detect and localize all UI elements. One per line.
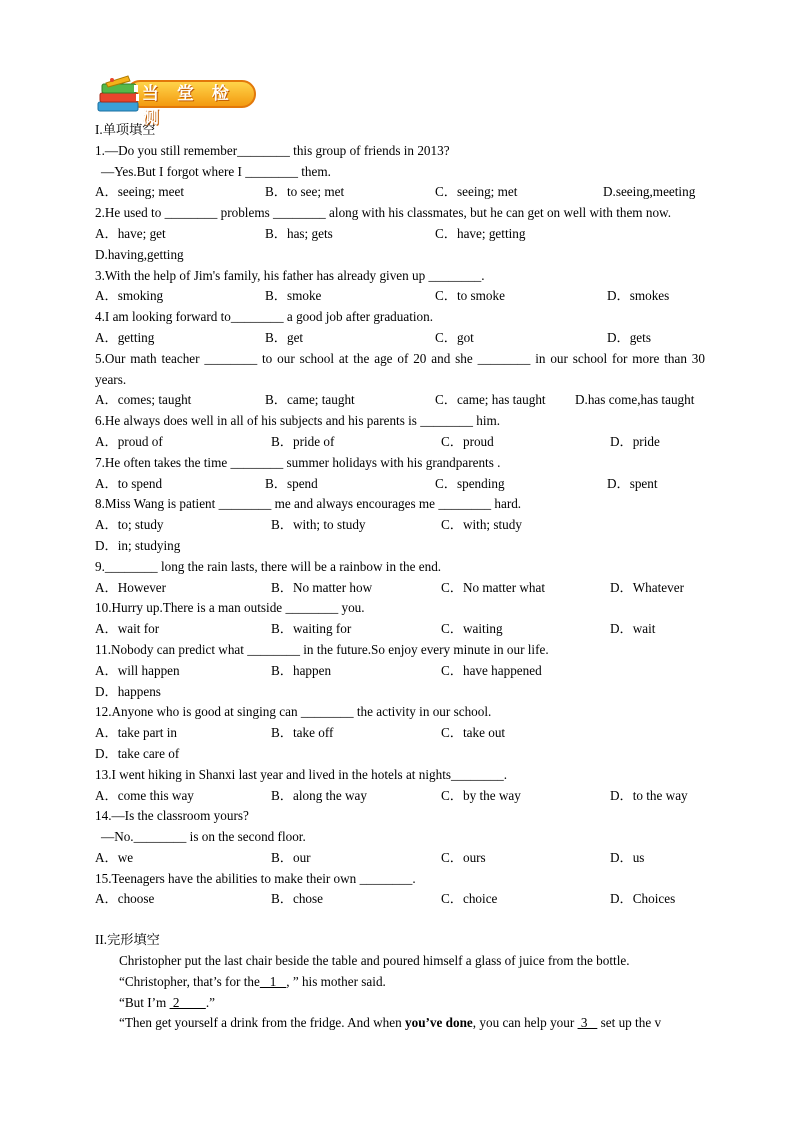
cloze-text: , ” his mother said. xyxy=(286,973,386,989)
option-d: D．pride xyxy=(610,433,660,449)
cloze-text: “Then get yourself a drink from the fridge. And when xyxy=(119,1015,406,1031)
question-text: 3.With the help of Jim's family, his father has already given up ________. xyxy=(95,267,485,283)
option-d: D．gets xyxy=(607,329,651,345)
option-d: D.has come,has taught xyxy=(575,392,695,408)
cloze-paragraph-1: Christopher put the last chair beside the table and poured himself a glass of juice from the bottle. xyxy=(119,953,630,969)
option-c: C．No matter what xyxy=(441,579,546,595)
option-b: B．smoke xyxy=(265,288,322,304)
answer-options xyxy=(95,578,705,599)
option-b: B．get xyxy=(265,329,304,345)
option-b: B．take off xyxy=(271,725,334,741)
option-d: D．take care of xyxy=(95,745,180,761)
option-b: B．spend xyxy=(265,475,318,491)
option-c: C．by the way xyxy=(441,787,521,803)
answer-option-wrapped xyxy=(95,744,705,765)
answer-options xyxy=(95,224,705,245)
cloze-paragraph-3 xyxy=(95,993,705,1014)
option-b: B．came; taught xyxy=(265,392,355,408)
option-d: D．spent xyxy=(607,475,658,491)
option-a: A．seeing; meet xyxy=(95,184,184,200)
question-text: 10.Hurry up.There is a man outside ________ you. xyxy=(95,600,365,616)
option-b: B．No matter how xyxy=(271,579,373,595)
question-text: 11.Nobody can predict what ________ in the future.So enjoy every minute in our life. xyxy=(95,641,549,657)
option-a: A．proud of xyxy=(95,433,163,449)
answer-options xyxy=(95,182,705,203)
question-list xyxy=(95,141,705,910)
question-text: 4.I am looking forward to________ a good job after graduation. xyxy=(95,309,434,325)
option-a: A．smoking xyxy=(95,288,164,304)
cloze-text: , you can help your xyxy=(472,1015,578,1031)
option-a: A．come this way xyxy=(95,787,194,803)
cloze-blank-3: 3 xyxy=(577,1015,598,1031)
question-text: 13.I went hiking in Shanxi last year and lived in the hotels at nights________. xyxy=(95,766,508,782)
option-b: B．waiting for xyxy=(271,621,352,637)
option-b: B．along the way xyxy=(271,787,367,803)
cloze-text: set up the v xyxy=(597,1015,662,1031)
question-text: 5.Our math teacher ________ to our school at the age of 20 and she ________ in our school for more than 30 years. xyxy=(95,350,705,387)
option-d: D．Choices xyxy=(610,891,676,907)
option-c: C．take out xyxy=(441,725,506,741)
answer-options xyxy=(95,661,705,682)
question-text: 12.Anyone who is good at singing can ________ the activity in our school. xyxy=(95,704,492,720)
cloze-blank-1: 1 xyxy=(259,973,287,989)
cloze-blank-2: 2 xyxy=(169,994,206,1010)
question-text: 8.Miss Wang is patient ________ me and always encourages me ________ hard. xyxy=(95,496,522,512)
option-a: A．we xyxy=(95,849,134,865)
question-text: —Yes.But I forgot where I ________ them. xyxy=(101,163,331,179)
option-b: B．happen xyxy=(271,662,332,678)
answer-options xyxy=(95,619,705,640)
option-a: A．will happen xyxy=(95,662,180,678)
option-a: A．choose xyxy=(95,891,155,907)
option-c: C．got xyxy=(435,329,474,345)
question-text: 9.________ long the rain lasts, there will be a rainbow in the end. xyxy=(95,558,442,574)
cloze-bold-text: you’ve done xyxy=(405,1015,473,1031)
option-a: A．wait for xyxy=(95,621,160,637)
answer-options xyxy=(95,390,705,411)
option-d: D．us xyxy=(610,849,645,865)
answer-options xyxy=(95,474,705,495)
question-text: 14.—Is the classroom yours? xyxy=(95,808,249,824)
answer-option-wrapped xyxy=(95,245,705,266)
option-d: D．wait xyxy=(610,621,656,637)
answer-options xyxy=(95,786,705,807)
option-b: B．our xyxy=(271,849,311,865)
option-a: A．getting xyxy=(95,329,155,345)
option-d: D．to the way xyxy=(610,787,688,803)
section-title-cloze: II.完形填空 xyxy=(95,932,160,948)
question-text: 7.He often takes the time ________ summer holidays with his grandparents . xyxy=(95,454,501,470)
answer-options xyxy=(95,723,705,744)
section-title-single-choice: I.单项填空 xyxy=(95,122,156,137)
option-d: D．Whatever xyxy=(610,579,684,595)
option-a: A．to spend xyxy=(95,475,163,491)
option-c: C．spending xyxy=(435,475,505,491)
exercise-content xyxy=(95,120,705,1034)
question-text: 2.He used to ________ problems ________ along with his classmates, but he can get on well with them now. xyxy=(95,205,672,221)
option-c: C．ours xyxy=(441,849,486,865)
answer-option-wrapped xyxy=(95,682,705,703)
option-d: D．happens xyxy=(95,683,161,699)
option-d: D.having,getting xyxy=(95,246,184,262)
option-b: B．with; to study xyxy=(271,517,366,533)
option-a: A．to; study xyxy=(95,517,164,533)
answer-option-wrapped xyxy=(95,536,705,557)
answer-options xyxy=(95,432,705,453)
section-badge xyxy=(96,74,266,128)
cloze-paragraph-4 xyxy=(95,1013,705,1034)
option-c: C．have happened xyxy=(441,662,542,678)
option-a: A．have; get xyxy=(95,225,166,241)
answer-options xyxy=(95,515,705,536)
books-icon xyxy=(96,74,146,118)
option-d: D．smokes xyxy=(607,288,670,304)
option-a: A．comes; taught xyxy=(95,392,192,408)
cloze-text: “Christopher, that’s for the xyxy=(119,973,260,989)
question-text: —No.________ is on the second floor. xyxy=(101,829,306,845)
option-d: D．in; studying xyxy=(95,537,181,553)
option-c: C．choice xyxy=(441,891,498,907)
question-text: 15.Teenagers have the abilities to make their own ________. xyxy=(95,870,416,886)
option-c: C．with; study xyxy=(441,517,522,533)
option-c: C．seeing; met xyxy=(435,184,518,200)
option-c: C．waiting xyxy=(441,621,503,637)
option-c: C．to smoke xyxy=(435,288,505,304)
badge-title: 当 堂 检 测 xyxy=(142,84,235,128)
question-text: 6.He always does well in all of his subjects and his parents is ________ him. xyxy=(95,413,501,429)
answer-options xyxy=(95,889,705,910)
option-b: B．to see; met xyxy=(265,184,345,200)
cloze-paragraph-2 xyxy=(95,972,705,993)
option-b: B．chose xyxy=(271,891,324,907)
answer-options xyxy=(95,848,705,869)
option-d: D.seeing,meeting xyxy=(603,184,696,200)
option-b: B．has; gets xyxy=(265,225,333,241)
cloze-text: “But I’m xyxy=(119,994,170,1010)
option-b: B．pride of xyxy=(271,433,335,449)
answer-options xyxy=(95,286,705,307)
option-c: C．proud xyxy=(441,433,494,449)
cloze-text: .” xyxy=(205,994,215,1010)
question-text: 1.—Do you still remember________ this group of friends in 2013? xyxy=(95,142,450,158)
option-c: C．came; has taught xyxy=(435,392,546,408)
answer-options xyxy=(95,328,705,349)
option-c: C．have; getting xyxy=(435,225,526,241)
option-a: A．take part in xyxy=(95,725,178,741)
option-a: A．However xyxy=(95,579,167,595)
